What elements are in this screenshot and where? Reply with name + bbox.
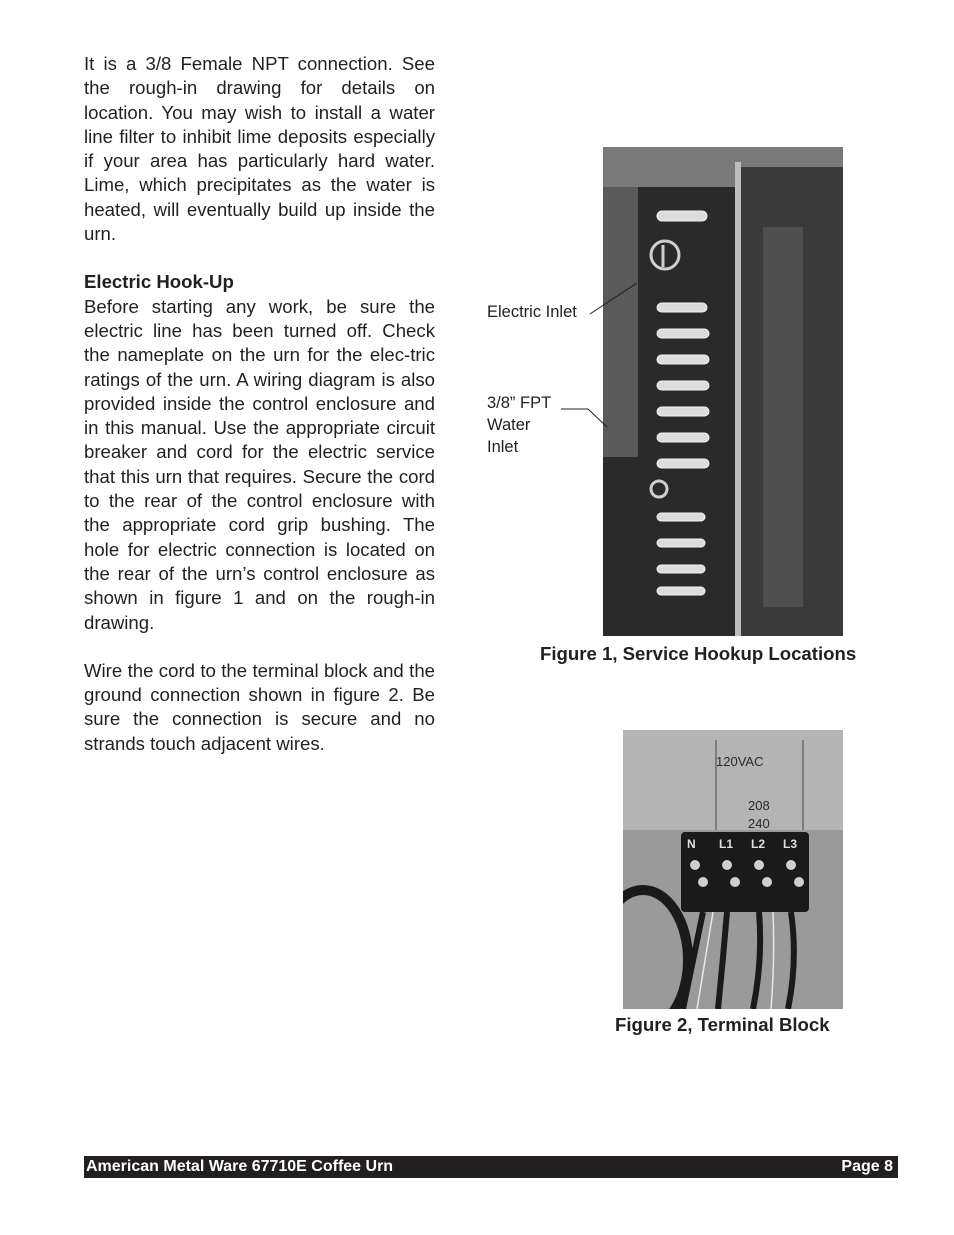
paragraph-electric-hookup: Before starting any work, be sure the electric line has been turned off. Check the nameplate on the urn for the elec-tric ratings of the urn. A wiring diagram is also provided inside the control enclosure and in this manual. Use the appropriate circuit breaker and cord for the electric service that this urn that requires. Secure the cord to the rear of the control enclosure with the appropriate cord grip bushing. The hole for electric connection is located on the rear of the urn’s control enclosure as shown in figure 1 and on the rough-in drawing. <box>84 295 435 633</box>
terminal-label-l1: L1 <box>719 837 734 851</box>
heading-electric-hookup: Electric Hook-Up <box>84 271 234 293</box>
label-208: 208 <box>748 798 770 813</box>
footer-bar <box>84 1156 898 1178</box>
label-water-inlet-line3: Inlet <box>487 438 519 456</box>
label-water-inlet-line1: 3/8” FPT <box>487 394 552 412</box>
label-240: 240 <box>748 816 770 831</box>
figure1-photo-graphic <box>603 147 843 636</box>
label-electric-inlet: Electric Inlet <box>487 303 577 321</box>
terminal-label-l2: L2 <box>751 837 766 851</box>
footer-document-title: American Metal Ware 67710E Coffee Urn <box>86 1158 394 1175</box>
label-120vac: 120VAC <box>716 754 764 769</box>
paragraph-wire-cord: Wire the cord to the terminal block and the ground connection shown in figure 2. Be sure the connection is secure and no strands touch adjacent wires. <box>84 659 435 754</box>
paragraph-water-connection: It is a 3/8 Female NPT connection. See the rough-in drawing for details on location. You may wish to install a water line filter to inhibit lime deposits especially if your area has particularly hard water. Lime, which precipitates as the water is heated, will eventually build up inside the urn. <box>84 53 435 245</box>
label-water-inlet-line2: Water <box>487 416 531 434</box>
figure2-photo-graphic <box>623 730 843 1009</box>
footer-page-number: Page 8 <box>841 1158 893 1175</box>
body-text-column <box>84 52 435 756</box>
figure1-caption: Figure 1, Service Hookup Locations <box>540 643 857 664</box>
terminal-label-l3: L3 <box>783 837 798 851</box>
terminal-label-n: N <box>687 837 696 851</box>
figure1-photo <box>603 147 843 636</box>
figure2-photo <box>623 730 843 1009</box>
figure2-caption: Figure 2, Terminal Block <box>615 1014 830 1035</box>
